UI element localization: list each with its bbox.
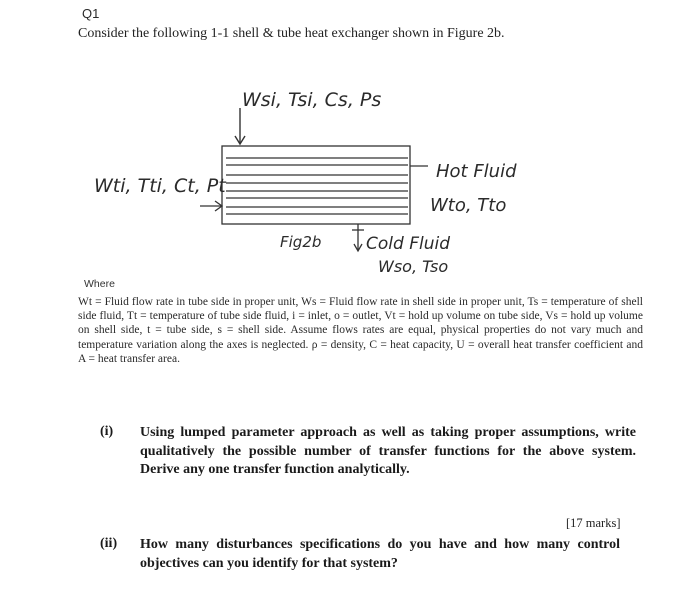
hot-fluid-outlet-label: Wto, Tto <box>430 195 507 216</box>
variable-definitions: Wt = Fluid flow rate in tube side in proper unit, Ws = Fluid flow rate in shell side in proper unit, Ts = temperature of shell side fluid, Tt = temperature of tube side fluid, i = inlet, o = outlet, Vt = hold up volume on tube side, Vs = hold up volume on shell side, t = tube side, s = shell side. Assume flows rates are equal, physical properties do not vary much and temperature variation along the axes is neglected. ρ = density, C = heat capacity, U = overall heat transfer coefficient and A = heat transfer area. <box>78 296 643 365</box>
part-ii-number: (ii) <box>100 536 118 551</box>
where-label: Where <box>84 278 115 290</box>
cold-fluid-outlet-arrow <box>352 224 364 251</box>
part-i-number: (i) <box>100 424 114 439</box>
part-i-text: Using lumped parameter approach as well as taking proper assumptions, write qualitatively the possible number of transfer functions for the above system. Derive any one transfer function analytically. <box>140 425 636 477</box>
part-ii-text: How many disturbances specifications do you have and how many control objectives can you identify for that system? <box>140 537 620 571</box>
shell-inlet-arrow <box>235 108 245 144</box>
cold-fluid-outlet-label: Wso, Tso <box>378 257 449 276</box>
tube-inlet-arrow <box>200 201 222 211</box>
heat-exchanger-figure <box>0 0 700 300</box>
shell-body <box>222 146 410 224</box>
hot-fluid-label: Hot Fluid <box>436 161 517 182</box>
tube-inlet-label: Wti, Tti, Ct, Pt <box>94 175 226 197</box>
shell-inlet-label: Wsi, Tsi, Cs, Ps <box>242 89 382 111</box>
question-intro: Consider the following 1-1 shell & tube heat exchanger shown in Figure 2b. <box>78 26 505 41</box>
figure-caption: Fig2b <box>280 233 322 251</box>
question-number: Q1 <box>82 6 100 21</box>
cold-fluid-label: Cold Fluid <box>366 234 450 254</box>
marks-label: [17 marks] <box>566 516 621 530</box>
